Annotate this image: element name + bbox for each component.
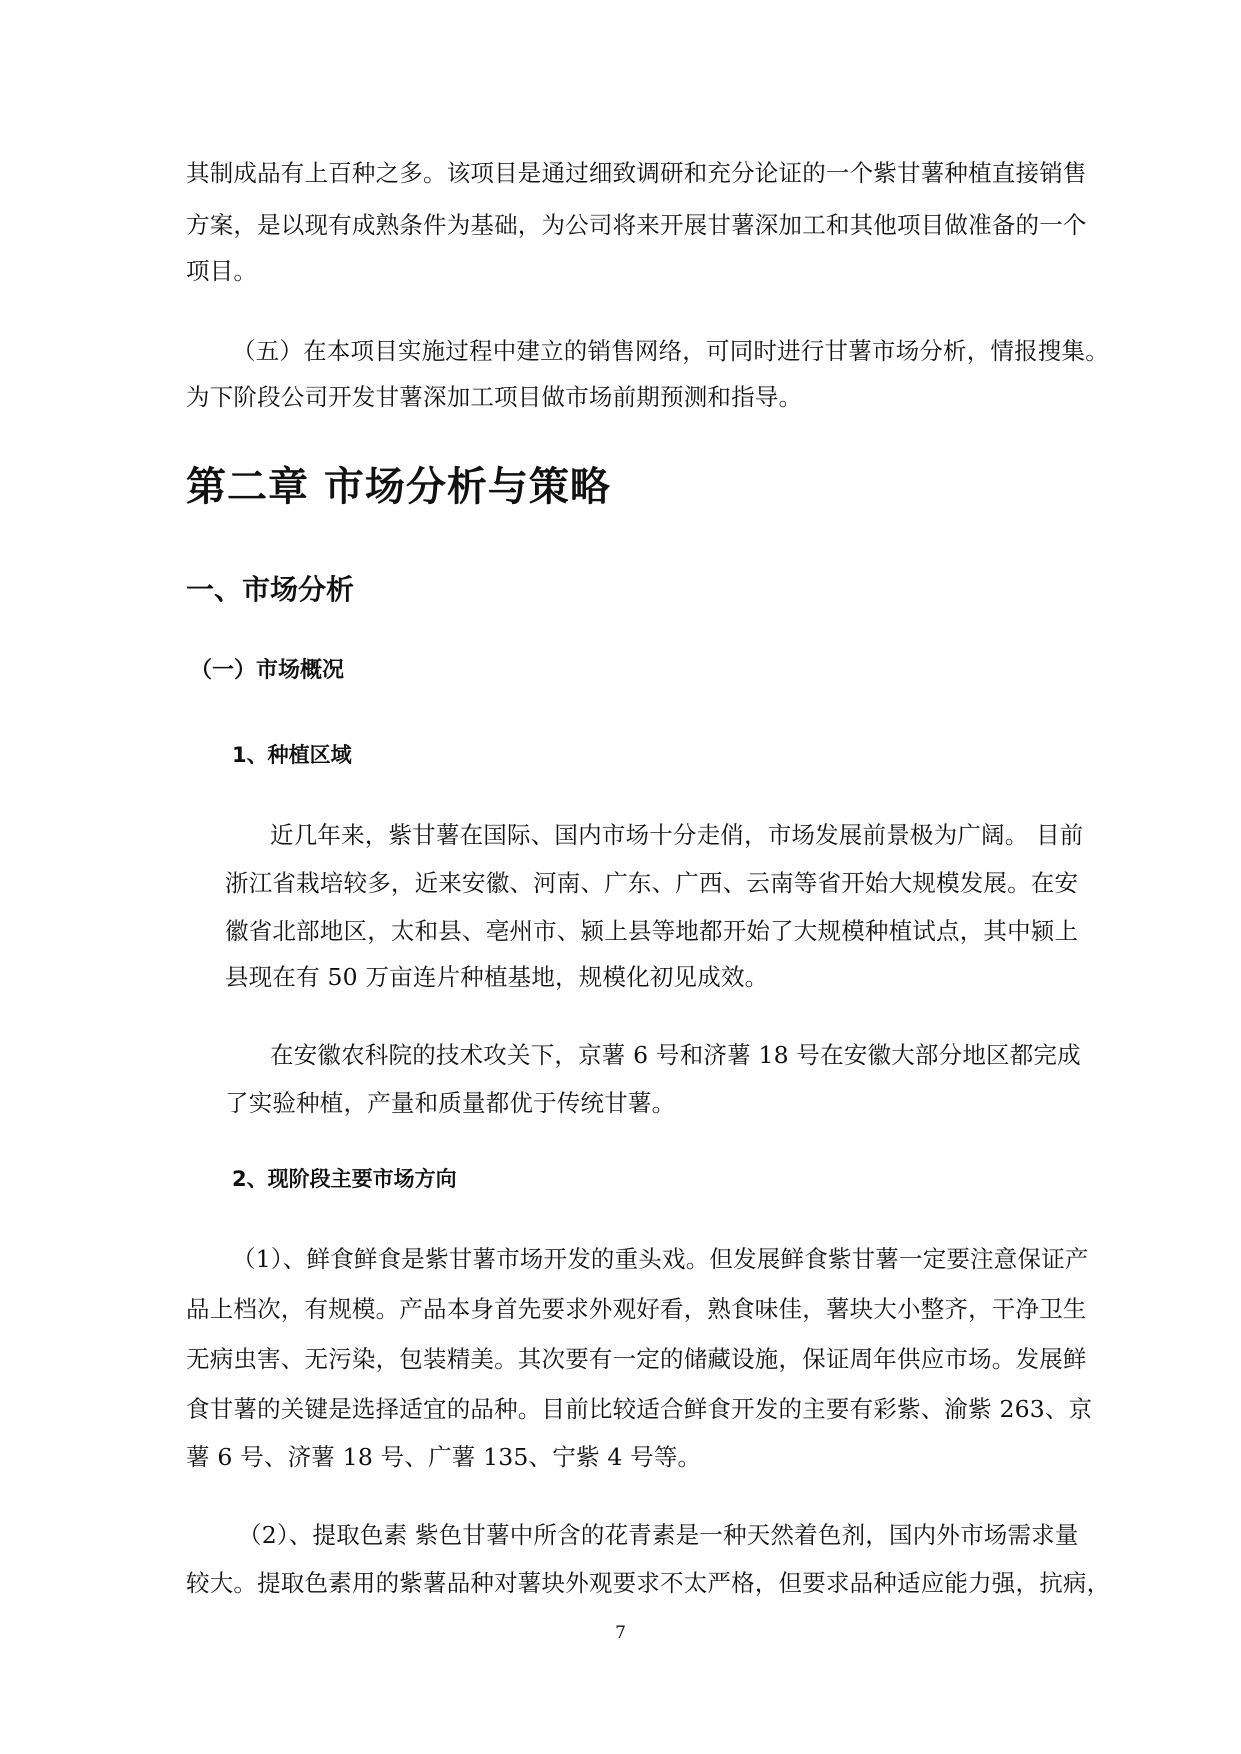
section-title: 一、市场分析 bbox=[186, 573, 355, 606]
item1-para1-line-3: 徽省北部地区，太和县、亳州市、颍上县等地都开始了大规模种植试点，其中颍上 bbox=[225, 917, 1079, 945]
item2-title: 2、现阶段主要市场方向 bbox=[232, 1167, 457, 1191]
intro-line-1: 其制成品有上百种之多。该项目是通过细致调研和充分论证的一个紫甘薯种植直接销售 bbox=[186, 159, 1087, 187]
item2-para2-line-2: 较大。提取色素用的紫薯品种对薯块外观要求不太严格，但要求品种适应能力强，抗病， bbox=[186, 1569, 1111, 1597]
item1-para1-line-1: 近几年来，紫甘薯在国际、国内市场十分走俏，市场发展前景极为广阔。 目前 bbox=[270, 821, 1084, 849]
item1-para2-line-2: 了实验种植，产量和质量都优于传统甘薯。 bbox=[225, 1089, 676, 1117]
intro-line-2: 方案，是以现有成熟条件为基础，为公司将来开展甘薯深加工和其他项目做准备的一个 bbox=[186, 211, 1087, 239]
item1-para2-line-1: 在安徽农科院的技术攻关下，京薯 6 号和济薯 18 号在安徽大部分地区都完成 bbox=[270, 1041, 1081, 1069]
item2-para2-line-1: （2）、提取色素 紫色甘薯中所含的花青素是一种天然着色剂，国内外市场需求量 bbox=[238, 1521, 1079, 1549]
subsection-title: （一）市场概况 bbox=[190, 658, 345, 683]
item1-title: 1、种植区域 bbox=[232, 743, 352, 767]
item2-para1-line-1: （1）、鲜食鲜食是紫甘薯市场开发的重头戏。但发展鲜食紫甘薯一定要注意保证产 bbox=[232, 1245, 1089, 1273]
point5-line-2: 为下阶段公司开发甘薯深加工项目做市场前期预测和指导。 bbox=[186, 383, 803, 411]
item2-para1-line-2: 品上档次，有规模。产品本身首先要求外观好看，熟食味佳，薯块大小整齐，干净卫生 bbox=[186, 1295, 1087, 1323]
item1-para1-line-2: 浙江省栽培较多，近来安徽、河南、广东、广西、云南等省开始大规模发展。在安 bbox=[225, 869, 1079, 897]
page-number: 7 bbox=[615, 1623, 626, 1643]
item1-para1-line-4: 县现在有 50 万亩连片种植基地，规模化初见成效。 bbox=[225, 963, 769, 991]
point5-line-1: （五）在本项目实施过程中建立的销售网络，可同时进行甘薯市场分析，情报搜集。 bbox=[232, 337, 1109, 365]
item2-para1-line-4: 食甘薯的关键是选择适宜的品种。目前比较适合鲜食开发的主要有彩紫、渝紫 263、京 bbox=[186, 1395, 1093, 1423]
item2-para1-line-5: 薯 6 号、济薯 18 号、广薯 135、宁紫 4 号等。 bbox=[186, 1443, 702, 1471]
intro-line-3: 项目。 bbox=[186, 257, 258, 285]
item2-para1-line-3: 无病虫害、无污染，包装精美。其次要有一定的储藏设施，保证周年供应市场。发展鲜 bbox=[186, 1345, 1087, 1373]
chapter-title: 第二章 市场分析与策略 bbox=[186, 464, 611, 510]
